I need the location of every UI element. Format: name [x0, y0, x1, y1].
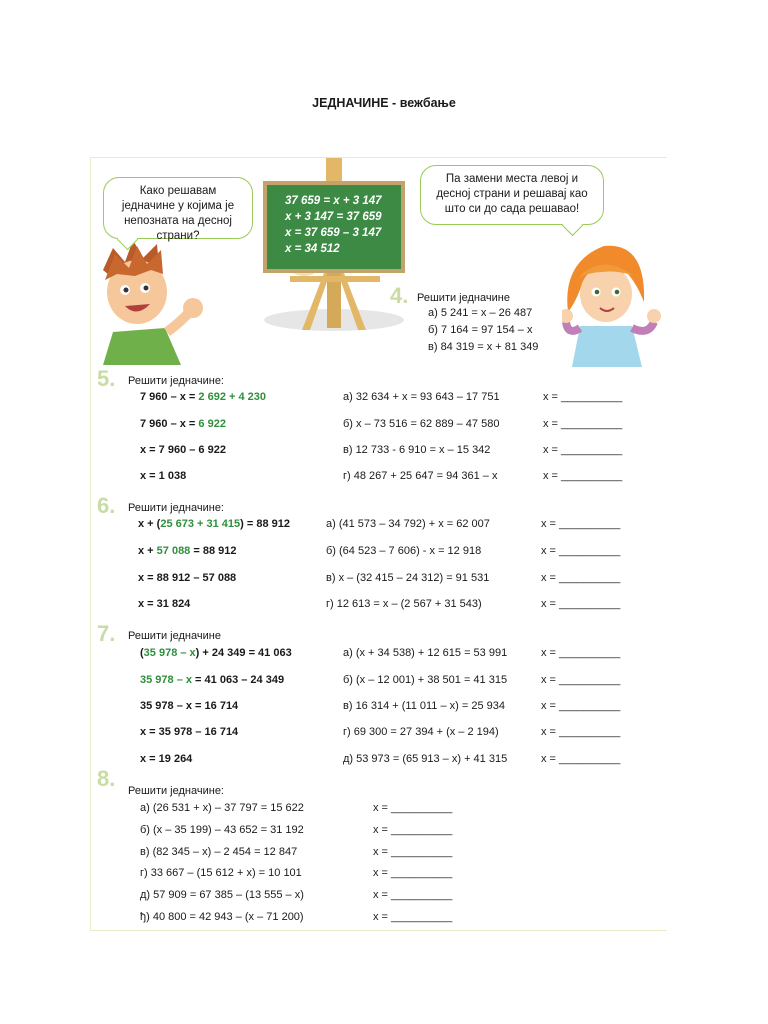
- exercise-5-solved-line-2: 7 960 – x = 6 922: [140, 418, 226, 430]
- exercise-8-task-c: в) (82 345 – x) – 2 454 = 12 847: [140, 846, 298, 858]
- exercise-8-answer-b[interactable]: x = __________: [373, 824, 453, 836]
- exercise-8-task-a: а) (26 531 + x) – 37 797 = 15 622: [140, 802, 304, 814]
- exercise-6-task-a: а) (41 573 – 34 792) + x = 62 007: [326, 518, 490, 530]
- exercise-8-task-d: г) 33 667 – (15 612 + x) = 10 101: [140, 867, 302, 879]
- exercise-7-answer-c[interactable]: x = __________: [541, 700, 621, 712]
- exercise-6-task-c: в) x – (32 415 – 24 312) = 91 531: [326, 572, 490, 584]
- exercise-5-solved-line-3: x = 7 960 – 6 922: [140, 444, 226, 456]
- boy-illustration: [95, 240, 215, 365]
- exercise-6-solved-line-4: x = 31 824: [138, 598, 191, 610]
- exercise-5-answer-b[interactable]: x = __________: [543, 418, 623, 430]
- exercise-6-solved-line-2: x + 57 088 = 88 912: [138, 545, 237, 557]
- speech-bubble-right-text: Па замени места левој и десној страни и решавај као што си до сада решавао!: [436, 173, 588, 215]
- exercise-8-answer-a[interactable]: x = __________: [373, 802, 453, 814]
- exercise-7-task-d: г) 69 300 = 27 394 + (x – 2 194): [343, 726, 499, 738]
- exercise-8-answer-c[interactable]: x = __________: [373, 846, 453, 858]
- exercise-4-item-a: а) 5 241 = x – 26 487: [428, 307, 533, 319]
- exercise-8-number: 8.: [97, 766, 116, 791]
- exercise-7-answer-e[interactable]: x = __________: [541, 753, 621, 765]
- exercise-7-answer-a[interactable]: x = __________: [541, 647, 621, 659]
- exercise-5-answer-c[interactable]: x = __________: [543, 444, 623, 456]
- exercise-7-number: 7.: [97, 621, 116, 646]
- exercise-5-number: 5.: [97, 366, 116, 391]
- speech-bubble-left-text: Како решавам једначине у којима је непозната на десној страни?: [121, 185, 235, 242]
- page-title: ЈЕДНАЧИНЕ - вежбање: [312, 96, 456, 110]
- exercise-8-task-e: д) 57 909 = 67 385 – (13 555 – x): [140, 889, 304, 901]
- exercise-7-heading: Решити једначине: [128, 630, 221, 642]
- exercise-6-answer-a[interactable]: x = __________: [541, 518, 621, 530]
- exercise-7-solved-line-5: x = 19 264: [140, 753, 193, 765]
- exercise-8-answer-d[interactable]: x = __________: [373, 867, 453, 879]
- exercise-6-answer-c[interactable]: x = __________: [541, 572, 621, 584]
- exercise-8-task-f: ђ) 40 800 = 42 943 – (x – 71 200): [140, 911, 304, 923]
- chalkboard: [263, 181, 405, 273]
- exercise-6-heading: Решити једначине:: [128, 502, 224, 514]
- exercise-5-solved-line-4: x = 1 038: [140, 470, 187, 482]
- exercise-4-item-c: в) 84 319 = x + 81 349: [428, 341, 539, 353]
- exercise-6-answer-b[interactable]: x = __________: [541, 545, 621, 557]
- exercise-8-answer-f[interactable]: x = __________: [373, 911, 453, 923]
- speech-bubble-right: [420, 165, 604, 225]
- exercise-7-task-b: б) (x – 12 001) + 38 501 = 41 315: [343, 674, 508, 686]
- exercise-5-task-c: в) 12 733 - 6 910 = x – 15 342: [343, 444, 491, 456]
- board-line-1: 37 659 = x + 3 147: [285, 195, 382, 207]
- exercise-7-solved-line-3: 35 978 – x = 16 714: [140, 700, 239, 712]
- exercise-7-answer-d[interactable]: x = __________: [541, 726, 621, 738]
- exercise-5-heading: Решити једначине:: [128, 375, 224, 387]
- exercise-6-task-b: б) (64 523 – 7 606) - x = 12 918: [326, 545, 482, 557]
- exercise-7-solved-line-1: (35 978 – x) + 24 349 = 41 063: [140, 647, 292, 659]
- exercise-5-answer-d[interactable]: x = __________: [543, 470, 623, 482]
- exercise-7-solved-line-2: 35 978 – x = 41 063 – 24 349: [140, 674, 285, 686]
- board-line-4: x = 34 512: [285, 243, 340, 255]
- exercise-8-task-b: б) (x – 35 199) – 43 652 = 31 192: [140, 824, 304, 836]
- board-line-2: x + 3 147 = 37 659: [285, 211, 382, 223]
- exercise-7-task-c: в) 16 314 + (11 011 – x) = 25 934: [343, 700, 505, 712]
- exercise-5-task-b: б) x – 73 516 = 62 889 – 47 580: [343, 418, 500, 430]
- exercise-4-heading: Решити једначине: [417, 292, 510, 304]
- exercise-6-solved-line-3: x = 88 912 – 57 088: [138, 572, 237, 584]
- exercise-5-task-d: г) 48 267 + 25 647 = 94 361 – x: [343, 470, 498, 482]
- exercise-4-number: 4.: [390, 283, 409, 308]
- exercise-7-task-e: д) 53 973 = (65 913 – x) + 41 315: [343, 753, 508, 765]
- exercise-7-task-a: а) (x + 34 538) + 12 615 = 53 991: [343, 647, 508, 659]
- girl-illustration: [562, 242, 662, 367]
- exercise-8-answer-e[interactable]: x = __________: [373, 889, 453, 901]
- exercise-6-number: 6.: [97, 493, 116, 518]
- exercise-4-item-b: б) 7 164 = 97 154 – x: [428, 324, 533, 336]
- exercise-6-task-d: г) 12 613 = x – (2 567 + 31 543): [326, 598, 482, 610]
- board-line-3: x = 37 659 – 3 147: [285, 227, 382, 239]
- exercise-6-solved-line-1: x + (25 673 + 31 415) = 88 912: [138, 518, 290, 530]
- exercise-7-answer-b[interactable]: x = __________: [541, 674, 621, 686]
- exercise-8-heading: Решити једначине:: [128, 785, 224, 797]
- exercise-5-solved-line-1: 7 960 – x = 2 692 + 4 230: [140, 391, 267, 403]
- exercise-6-answer-d[interactable]: x = __________: [541, 598, 621, 610]
- exercise-7-solved-line-4: x = 35 978 – 16 714: [140, 726, 239, 738]
- exercise-5-answer-a[interactable]: x = __________: [543, 391, 623, 403]
- exercise-5-task-a: а) 32 634 + x = 93 643 – 17 751: [343, 391, 500, 403]
